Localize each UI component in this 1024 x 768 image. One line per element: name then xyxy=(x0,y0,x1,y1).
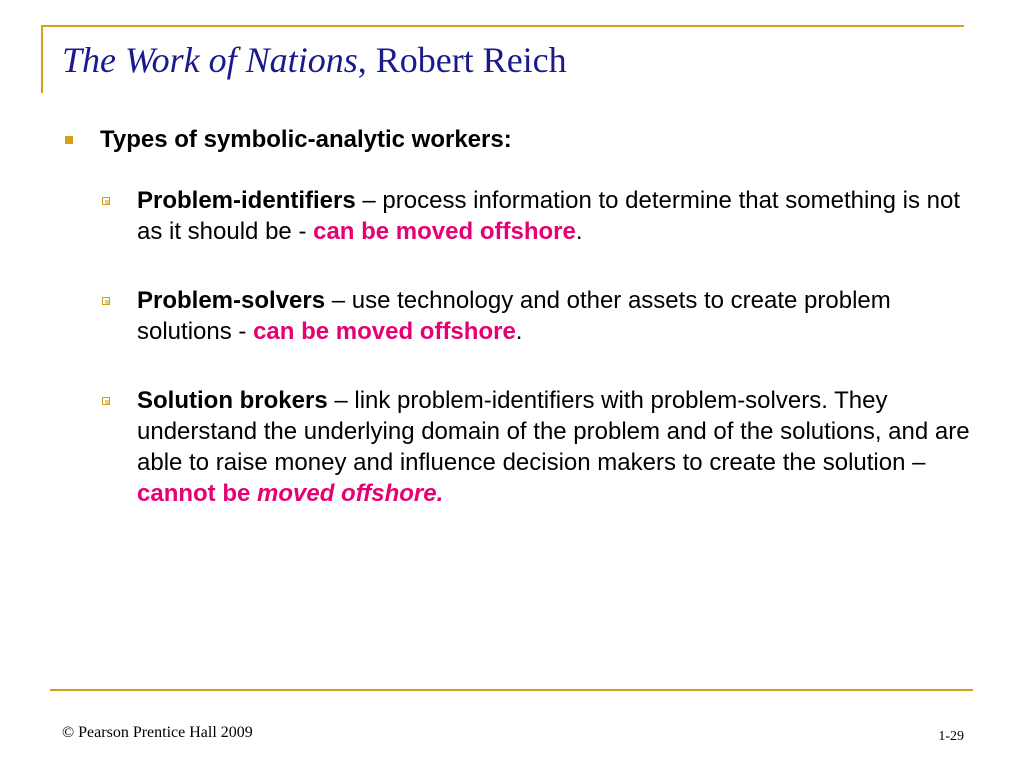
footer-copyright: © Pearson Prentice Hall 2009 xyxy=(62,724,253,741)
sub-bullet-problem-identifiers xyxy=(100,185,972,247)
bullet-end: . xyxy=(575,218,583,245)
bullet-highlight-italic: moved offshore xyxy=(257,480,437,507)
bullet-text: – link problem-identifiers with problem-solvers. They understand the underlying domain of the problem and of the solutions, and are able to raise money and influence decision makers to create the solution – xyxy=(137,387,970,476)
bullet-highlight: cannot be xyxy=(137,480,258,507)
slide-number: 1-29 xyxy=(938,729,964,744)
bullet-term: Problem-identifiers xyxy=(137,187,356,214)
bullet-term: Solution brokers xyxy=(137,387,328,414)
hollow-square-bullet-icon xyxy=(102,197,110,205)
sub-bullet-problem-solvers xyxy=(100,285,972,347)
slide-title-author: , Robert Reich xyxy=(357,40,567,80)
bullet-end: . xyxy=(436,480,444,507)
footer-rule xyxy=(50,689,973,691)
bullet-term: Problem-solvers xyxy=(137,287,326,314)
hollow-square-bullet-icon xyxy=(102,297,110,305)
hollow-square-bullet-icon xyxy=(102,397,110,405)
filled-square-bullet-icon xyxy=(65,136,73,144)
bullet-text: – use technology and other assets to create problem solutions - xyxy=(137,287,891,345)
slide-title xyxy=(62,38,567,82)
sub-bullet-solution-brokers xyxy=(100,385,972,509)
title-frame-top-rule xyxy=(41,25,964,27)
slide-title-book: The Work of Nations xyxy=(62,40,358,80)
bullet-highlight: can be moved offshore xyxy=(313,218,576,245)
bullet-highlight: can be moved offshore xyxy=(253,318,516,345)
main-bullet xyxy=(62,124,972,155)
bullet-text: – process information to determine that something is not as it should be - xyxy=(137,187,961,245)
slide-body xyxy=(62,124,972,509)
bullet-end: . xyxy=(515,318,523,345)
title-frame-left-rule xyxy=(41,25,43,93)
main-bullet-text: Types of symbolic-analytic workers: xyxy=(100,126,512,153)
